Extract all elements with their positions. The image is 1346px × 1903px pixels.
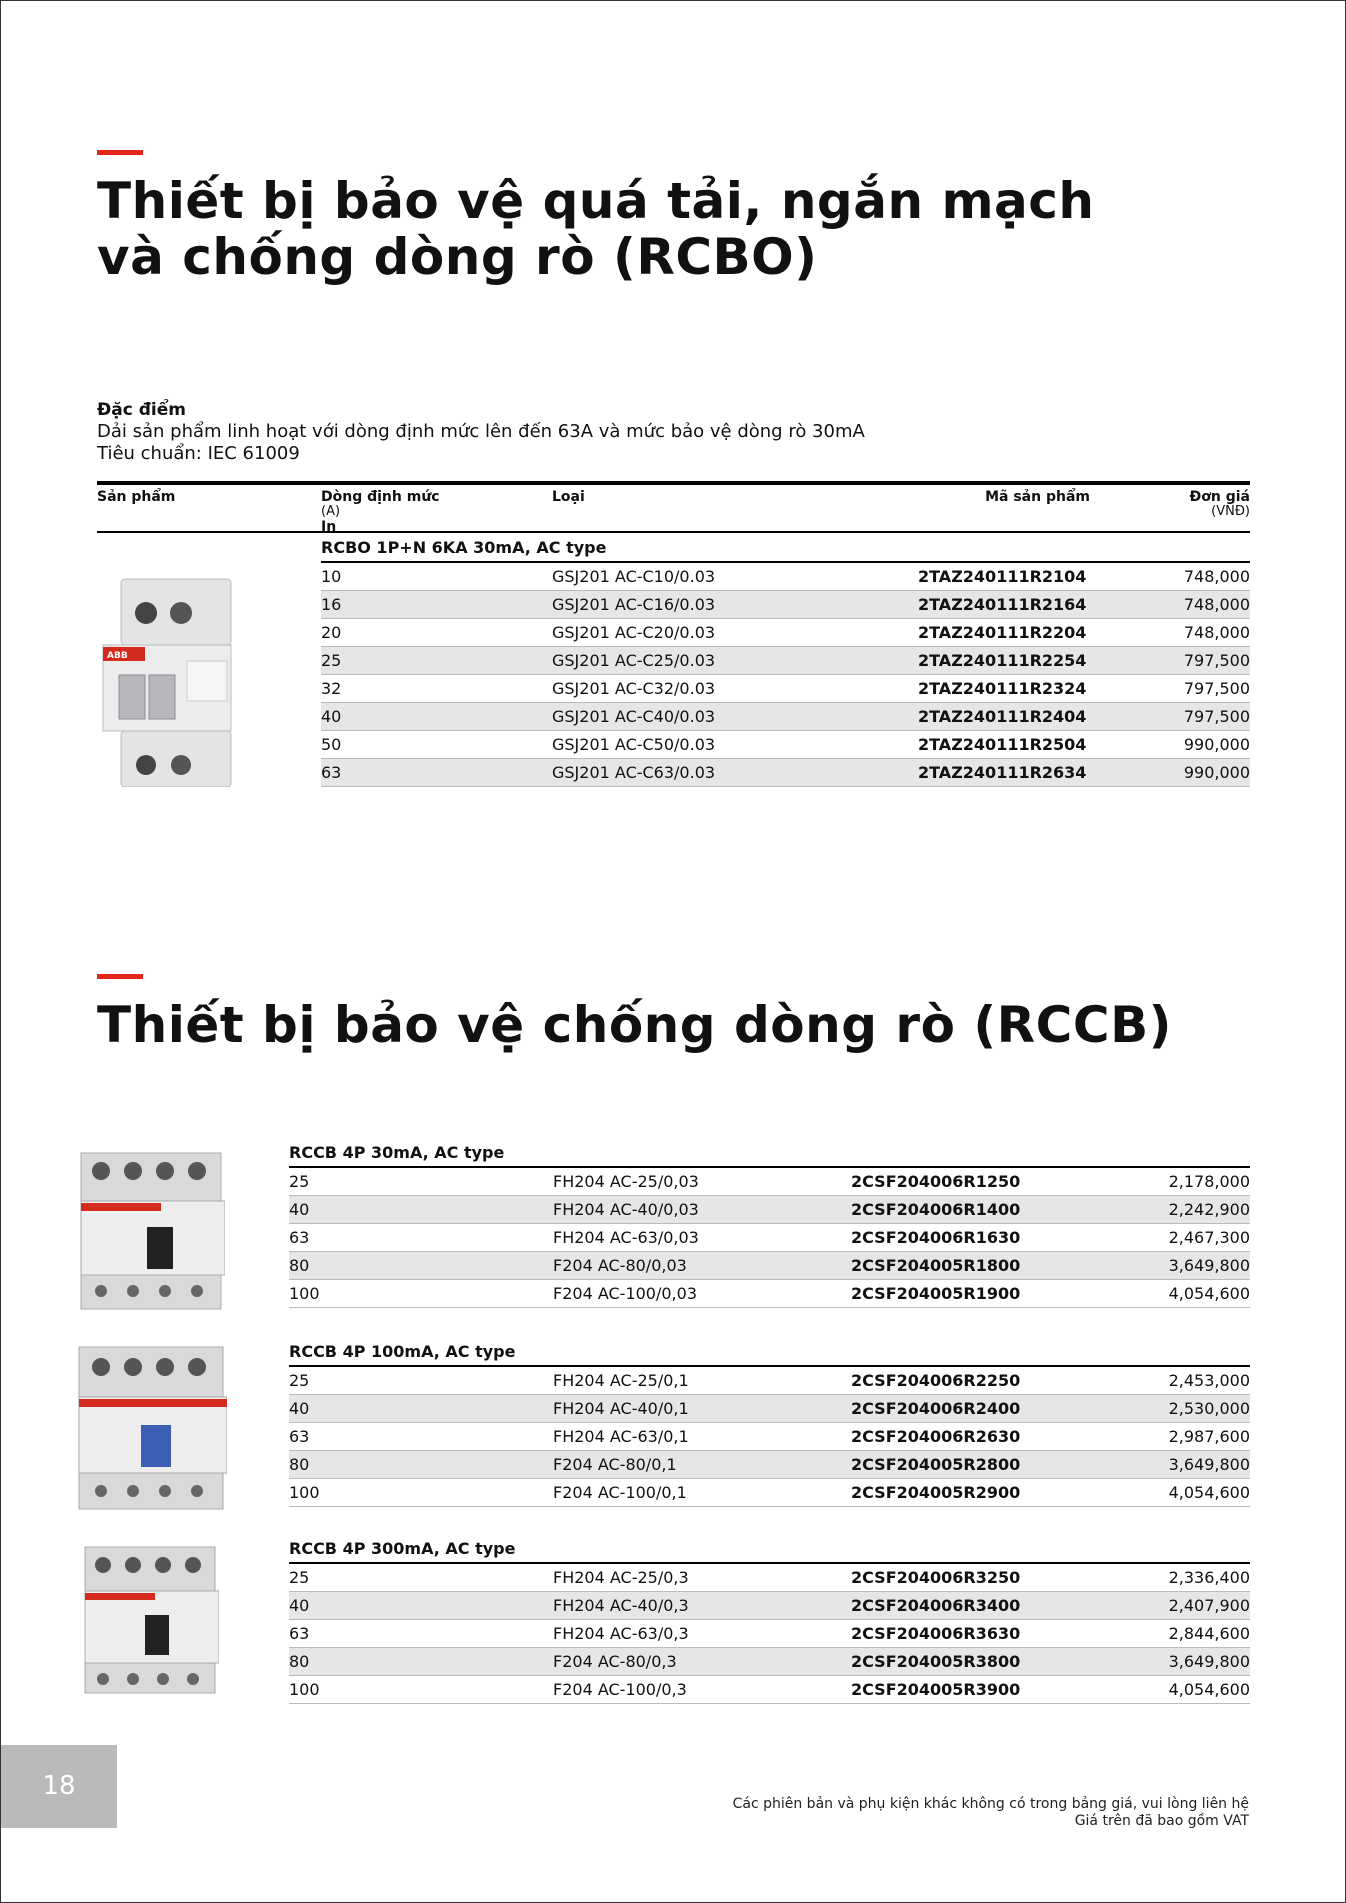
cell-current: 25 (289, 1568, 310, 1587)
header-rated-current (321, 489, 440, 535)
cell-code: 2CSF204005R1800 (851, 1256, 1021, 1275)
rccb-table-300ma (289, 1536, 1250, 1704)
cell-price: 3,649,800 (1168, 1256, 1250, 1275)
cell-code: 2TAZ240111R2104 (918, 567, 1087, 586)
cell-price: 748,000 (1183, 595, 1250, 614)
header-rated-current-unit: (A) (321, 504, 341, 519)
cell-type: F204 AC-80/0,1 (553, 1455, 677, 1474)
cell-current: 50 (321, 735, 342, 754)
table-row (289, 1280, 1250, 1308)
cell-type: GSJ201 AC-C32/0.03 (552, 679, 716, 698)
cell-code: 2CSF204005R1900 (851, 1284, 1021, 1303)
cell-type: F204 AC-80/0,03 (553, 1256, 687, 1275)
cell-price: 2,336,400 (1168, 1568, 1250, 1587)
svg-text:ABB: ABB (107, 651, 128, 661)
table-row (321, 759, 1250, 787)
cell-type: F204 AC-80/0,3 (553, 1652, 677, 1671)
cell-type: FH204 AC-63/0,03 (553, 1228, 699, 1247)
cell-price: 2,530,000 (1168, 1399, 1250, 1418)
cell-code: 2TAZ240111R2404 (918, 707, 1087, 726)
section-accent-bar (97, 150, 143, 155)
cell-price: 748,000 (1183, 567, 1250, 586)
table-row (289, 1592, 1250, 1620)
rccb-table-100ma (289, 1339, 1250, 1507)
cell-price: 2,242,900 (1168, 1200, 1250, 1219)
cell-current: 40 (321, 707, 342, 726)
table-row (321, 703, 1250, 731)
cell-current: 80 (289, 1256, 310, 1275)
cell-price: 2,987,600 (1168, 1427, 1250, 1446)
rccb-30ma-product-image (77, 1149, 225, 1315)
cell-current: 10 (321, 567, 342, 586)
cell-type: FH204 AC-63/0,1 (553, 1427, 689, 1446)
cell-current: 100 (289, 1680, 320, 1699)
cell-current: 100 (289, 1483, 320, 1502)
cell-price: 4,054,600 (1168, 1284, 1250, 1303)
cell-price: 3,649,800 (1168, 1652, 1250, 1671)
rcbo-title (97, 173, 1095, 285)
footer-note-line2: Giá trên đã bao gồm VAT (1074, 1813, 1249, 1829)
cell-current: 80 (289, 1652, 310, 1671)
table-row (321, 619, 1250, 647)
table-row (289, 1423, 1250, 1451)
cell-code: 2CSF204005R3800 (851, 1652, 1021, 1671)
footer-note-line1: Các phiên bản và phụ kiện khác không có trong bảng giá, vui lòng liên hệ (732, 1796, 1249, 1812)
cell-code: 2CSF204006R1630 (851, 1228, 1021, 1247)
cell-type: GSJ201 AC-C25/0.03 (552, 651, 716, 670)
rcbo-features (97, 399, 865, 465)
cell-code: 2TAZ240111R2254 (918, 651, 1087, 670)
rccb-title: Thiết bị bảo vệ chống dòng rò (RCCB) (97, 996, 1173, 1054)
cell-price: 797,500 (1183, 679, 1250, 698)
cell-price: 797,500 (1183, 707, 1250, 726)
cell-type: FH204 AC-40/0,03 (553, 1200, 699, 1219)
rcbo-table (321, 535, 1250, 787)
cell-current: 40 (289, 1596, 310, 1615)
cell-price: 2,844,600 (1168, 1624, 1250, 1643)
cell-current: 32 (321, 679, 342, 698)
rccb-table-30ma (289, 1140, 1250, 1308)
cell-code: 2TAZ240111R2504 (918, 735, 1087, 754)
cell-type: GSJ201 AC-C50/0.03 (552, 735, 716, 754)
cell-price: 748,000 (1183, 623, 1250, 642)
header-price (1190, 489, 1250, 519)
cell-type: FH204 AC-25/0,1 (553, 1371, 689, 1390)
cell-type: GSJ201 AC-C63/0.03 (552, 763, 716, 782)
cell-code: 2CSF204006R1400 (851, 1200, 1021, 1219)
cell-code: 2CSF204006R3250 (851, 1568, 1021, 1587)
cell-current: 16 (321, 595, 342, 614)
cell-type: F204 AC-100/0,3 (553, 1680, 687, 1699)
table-row (289, 1648, 1250, 1676)
table-row (321, 591, 1250, 619)
footer-note (733, 1796, 1249, 1830)
cell-current: 63 (289, 1624, 310, 1643)
cell-code: 2CSF204006R2400 (851, 1399, 1021, 1418)
table-row (289, 1479, 1250, 1507)
cell-current: 25 (289, 1371, 310, 1390)
cell-price: 3,649,800 (1168, 1455, 1250, 1474)
cell-type: FH204 AC-25/0,03 (553, 1172, 699, 1191)
cell-current: 20 (321, 623, 342, 642)
cell-type: FH204 AC-63/0,3 (553, 1624, 689, 1643)
cell-price: 4,054,600 (1168, 1680, 1250, 1699)
header-type: Loại (552, 489, 585, 505)
cell-code: 2CSF204005R3900 (851, 1680, 1021, 1699)
cell-code: 2CSF204005R2900 (851, 1483, 1021, 1502)
cell-type: GSJ201 AC-C20/0.03 (552, 623, 716, 642)
features-line-2: Tiêu chuẩn: IEC 61009 (97, 443, 300, 464)
cell-price: 4,054,600 (1168, 1483, 1250, 1502)
table-row (289, 1196, 1250, 1224)
cell-price: 990,000 (1183, 735, 1250, 754)
cell-current: 25 (321, 651, 342, 670)
table-row (321, 731, 1250, 759)
cell-current: 25 (289, 1172, 310, 1191)
table-row (289, 1564, 1250, 1592)
table-row (289, 1451, 1250, 1479)
cell-type: FH204 AC-40/0,3 (553, 1596, 689, 1615)
cell-code: 2TAZ240111R2204 (918, 623, 1087, 642)
rccb-300ma-product-image (81, 1543, 219, 1699)
cell-code: 2CSF204006R3630 (851, 1624, 1021, 1643)
rccb-group-title: RCCB 4P 100mA, AC type (289, 1339, 1250, 1367)
cell-current: 40 (289, 1200, 310, 1219)
cell-current: 100 (289, 1284, 320, 1303)
cell-type: GSJ201 AC-C40/0.03 (552, 707, 716, 726)
table-row (289, 1395, 1250, 1423)
cell-type: F204 AC-100/0,1 (553, 1483, 687, 1502)
rccb-100ma-product-image (75, 1343, 227, 1515)
cell-code: 2CSF204006R2250 (851, 1371, 1021, 1390)
rcbo-group-title: RCBO 1P+N 6KA 30mA, AC type (321, 535, 1250, 563)
cell-code: 2TAZ240111R2324 (918, 679, 1087, 698)
cell-current: 80 (289, 1455, 310, 1474)
table-row (321, 563, 1250, 591)
rcbo-title-line1: Thiết bị bảo vệ quá tải, ngắn mạch (97, 172, 1095, 230)
cell-code: 2CSF204006R2630 (851, 1427, 1021, 1446)
rcbo-title-line2: và chống dòng rò (RCBO) (97, 228, 818, 286)
cell-code: 2CSF204006R1250 (851, 1172, 1021, 1191)
cell-code: 2CSF204005R2800 (851, 1455, 1021, 1474)
rccb-group-title: RCCB 4P 300mA, AC type (289, 1536, 1250, 1564)
cell-code: 2CSF204006R3400 (851, 1596, 1021, 1615)
cell-price: 797,500 (1183, 651, 1250, 670)
table-row (289, 1252, 1250, 1280)
table-row (289, 1676, 1250, 1704)
cell-type: FH204 AC-25/0,3 (553, 1568, 689, 1587)
cell-price: 2,453,000 (1168, 1371, 1250, 1390)
rcbo-product-image (101, 575, 233, 791)
header-code: Mã sản phẩm (985, 489, 1090, 505)
header-rated-current-label: Dòng định mức (321, 489, 440, 505)
table-row (289, 1620, 1250, 1648)
features-line-1: Dải sản phẩm linh hoạt với dòng định mức lên đến 63A và mức bảo vệ dòng rò 30mA (97, 421, 865, 442)
table-header (97, 481, 1250, 533)
page-number: 18 (1, 1745, 117, 1828)
cell-type: GSJ201 AC-C16/0.03 (552, 595, 716, 614)
cell-price: 2,178,000 (1168, 1172, 1250, 1191)
header-price-label: Đơn giá (1189, 489, 1250, 505)
cell-price: 2,407,900 (1168, 1596, 1250, 1615)
cell-price: 2,467,300 (1168, 1228, 1250, 1247)
header-rated-current-symbol: In (321, 519, 337, 535)
header-product: Sản phẩm (97, 489, 176, 505)
cell-code: 2TAZ240111R2634 (918, 763, 1087, 782)
header-price-unit: (VNĐ) (1211, 504, 1250, 519)
cell-price: 990,000 (1183, 763, 1250, 782)
cell-code: 2TAZ240111R2164 (918, 595, 1087, 614)
table-row (289, 1168, 1250, 1196)
cell-type: GSJ201 AC-C10/0.03 (552, 567, 716, 586)
section-accent-bar (97, 974, 143, 979)
table-row (289, 1224, 1250, 1252)
cell-current: 63 (321, 763, 342, 782)
rccb-group-title: RCCB 4P 30mA, AC type (289, 1140, 1250, 1168)
table-row (289, 1367, 1250, 1395)
cell-current: 63 (289, 1427, 310, 1446)
cell-type: FH204 AC-40/0,1 (553, 1399, 689, 1418)
cell-current: 40 (289, 1399, 310, 1418)
cell-type: F204 AC-100/0,03 (553, 1284, 697, 1303)
table-row (321, 675, 1250, 703)
features-title: Đặc điểm (97, 400, 186, 420)
cell-current: 63 (289, 1228, 310, 1247)
table-row (321, 647, 1250, 675)
